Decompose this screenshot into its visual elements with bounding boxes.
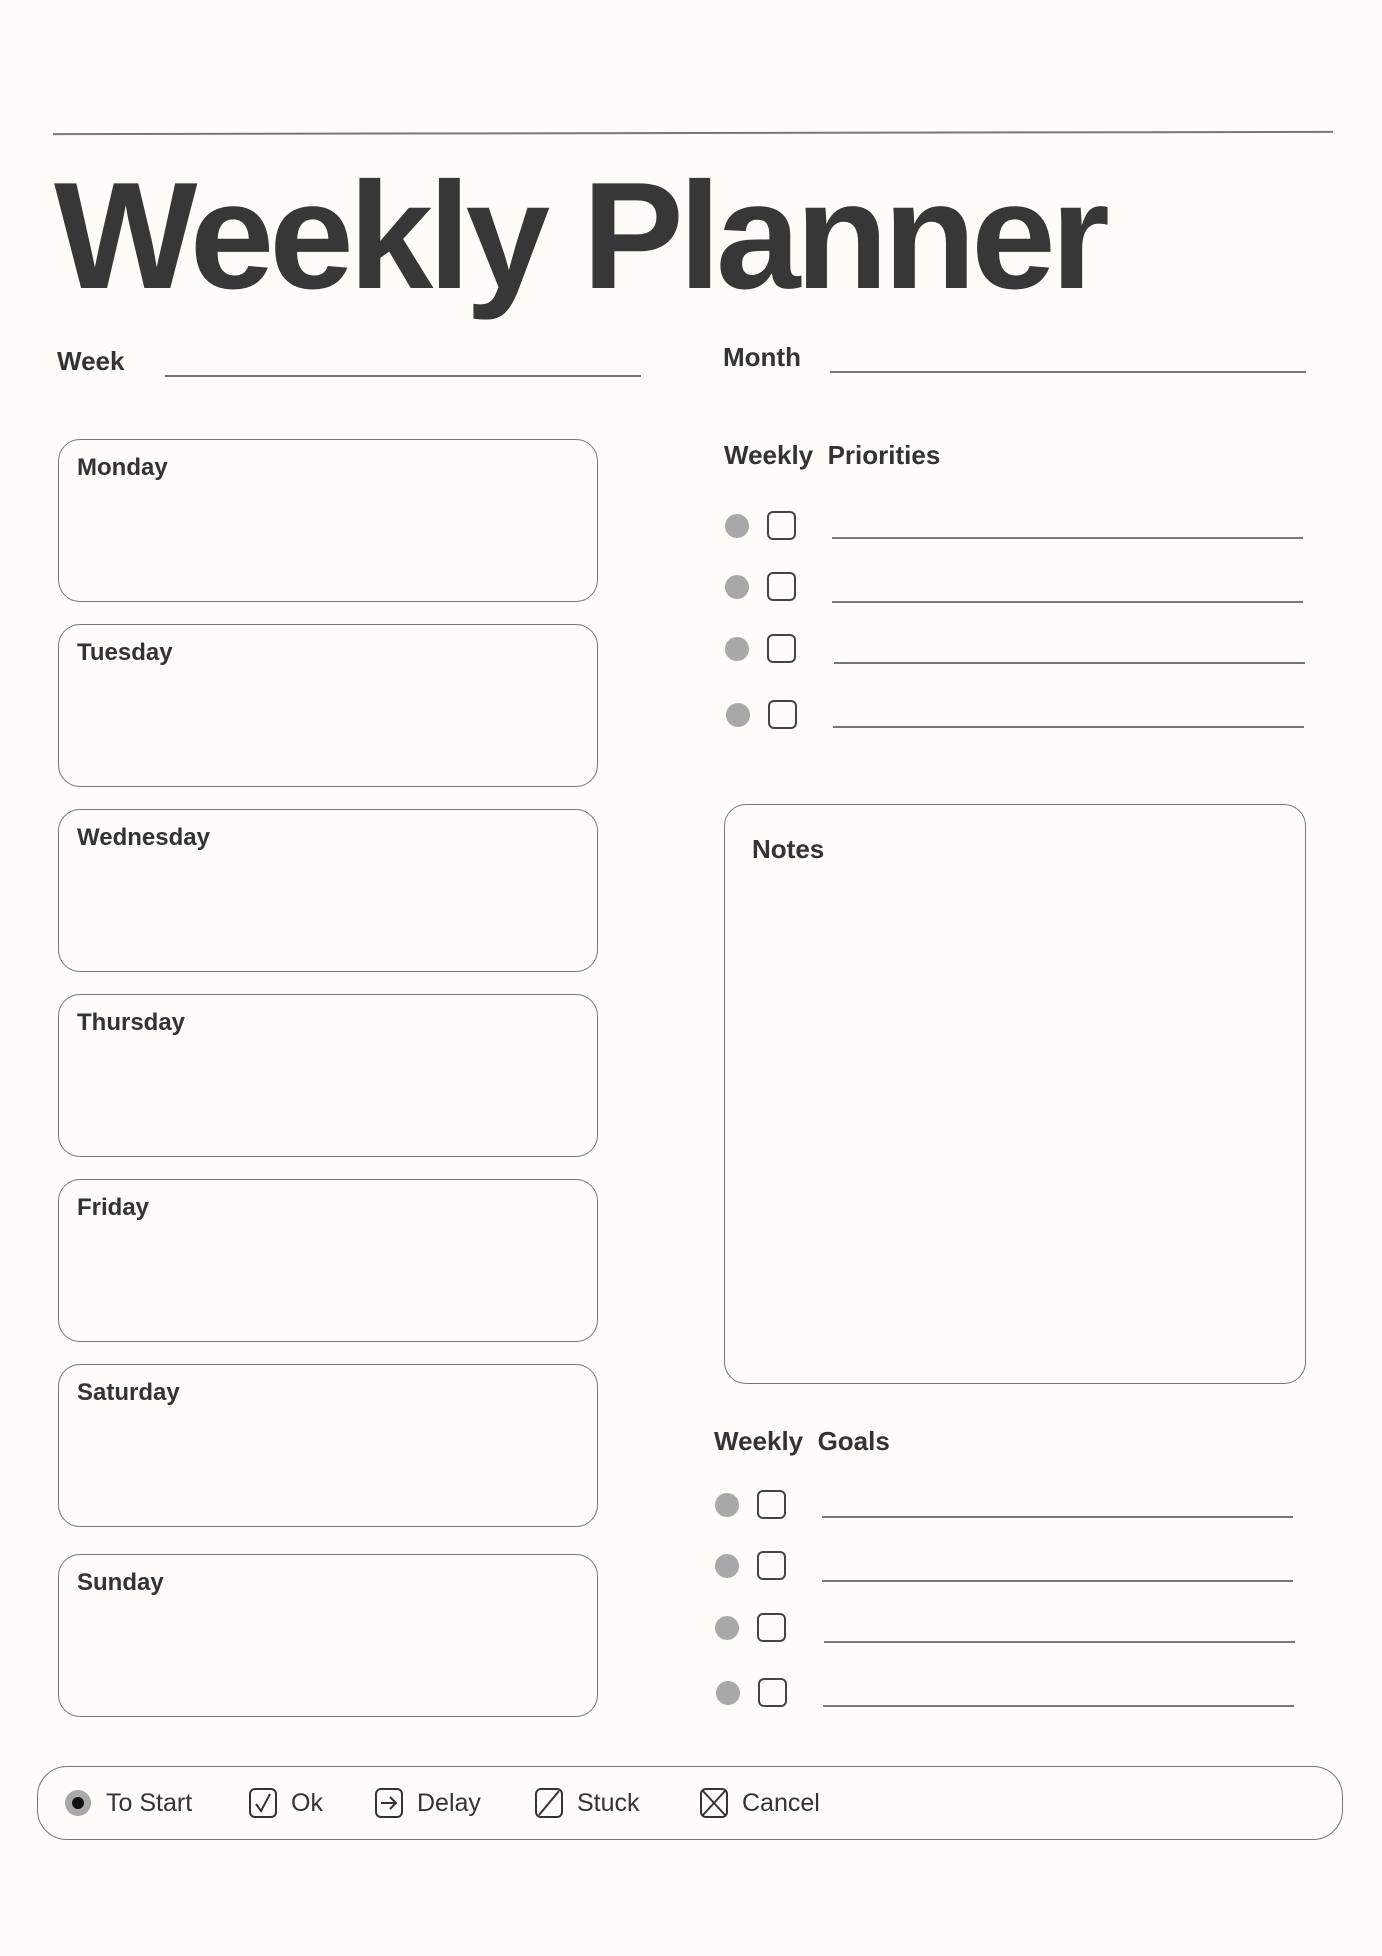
status-legend: [37, 1766, 1343, 1840]
priority-line[interactable]: [832, 601, 1303, 603]
month-label: Month: [723, 342, 801, 372]
day-box-thursday[interactable]: [58, 994, 598, 1157]
week-label: Week: [57, 346, 125, 376]
goal-line[interactable]: [822, 1580, 1293, 1582]
page-title: Weekly Planner: [54, 151, 1105, 321]
goals-heading: Weekly Goals: [714, 1426, 890, 1456]
day-label: Wednesday: [77, 824, 210, 851]
day-label: Monday: [77, 454, 168, 481]
priority-line[interactable]: [832, 537, 1303, 539]
goal-line[interactable]: [824, 1641, 1295, 1643]
bullet-dot-icon: [716, 1681, 740, 1705]
priority-line[interactable]: [833, 726, 1304, 728]
bullet-dot-icon: [725, 514, 749, 538]
goal-line[interactable]: [823, 1705, 1294, 1707]
legend-label: Delay: [417, 1788, 481, 1817]
notes-box[interactable]: [724, 804, 1306, 1384]
bullet-dot-icon: [715, 1616, 739, 1640]
bullet-dot-icon: [715, 1493, 739, 1517]
bullet-dot-icon: [715, 1554, 739, 1578]
day-label: Friday: [77, 1194, 150, 1221]
bullet-dot-icon: [725, 575, 749, 599]
day-box-tuesday[interactable]: [58, 624, 598, 787]
legend-stuck: [535, 1767, 640, 1839]
priorities-heading: Weekly Priorities: [724, 440, 941, 470]
notes-heading: Notes: [752, 834, 825, 864]
bullet-dot-icon: [726, 703, 750, 727]
priority-line[interactable]: [834, 662, 1305, 664]
legend-to-start: [64, 1767, 192, 1839]
day-box-wednesday[interactable]: [58, 809, 598, 972]
priority-checkbox[interactable]: [768, 700, 797, 729]
day-label: Sunday: [77, 1569, 164, 1596]
slash-box-icon: [535, 1788, 563, 1818]
checkmark-box-icon: [249, 1788, 277, 1818]
x-box-icon: [700, 1788, 728, 1818]
goal-checkbox[interactable]: [757, 1551, 786, 1580]
day-label: Thursday: [77, 1009, 186, 1036]
priority-checkbox[interactable]: [767, 511, 796, 540]
day-label: Tuesday: [77, 639, 173, 666]
day-box-sunday[interactable]: [58, 1554, 598, 1717]
goal-line[interactable]: [822, 1516, 1293, 1518]
legend-cancel: [700, 1767, 820, 1839]
goal-checkbox[interactable]: [758, 1678, 787, 1707]
legend-label: Cancel: [742, 1788, 820, 1817]
legend-label: Stuck: [577, 1788, 640, 1817]
priority-checkbox[interactable]: [767, 572, 796, 601]
filled-dot-icon: [64, 1788, 92, 1818]
day-box-friday[interactable]: [58, 1179, 598, 1342]
arrow-box-icon: [375, 1788, 403, 1818]
legend-delay: [375, 1767, 481, 1839]
legend-label: Ok: [291, 1788, 323, 1817]
top-rule: [53, 131, 1333, 135]
bullet-dot-icon: [725, 637, 749, 661]
legend-ok: [249, 1767, 323, 1839]
day-box-monday[interactable]: [58, 439, 598, 602]
month-field[interactable]: [830, 371, 1306, 373]
week-field[interactable]: [165, 375, 641, 377]
goal-checkbox[interactable]: [757, 1613, 786, 1642]
priority-checkbox[interactable]: [767, 634, 796, 663]
goal-checkbox[interactable]: [757, 1490, 786, 1519]
day-label: Saturday: [77, 1379, 180, 1406]
day-box-saturday[interactable]: [58, 1364, 598, 1527]
legend-label: To Start: [106, 1788, 193, 1817]
